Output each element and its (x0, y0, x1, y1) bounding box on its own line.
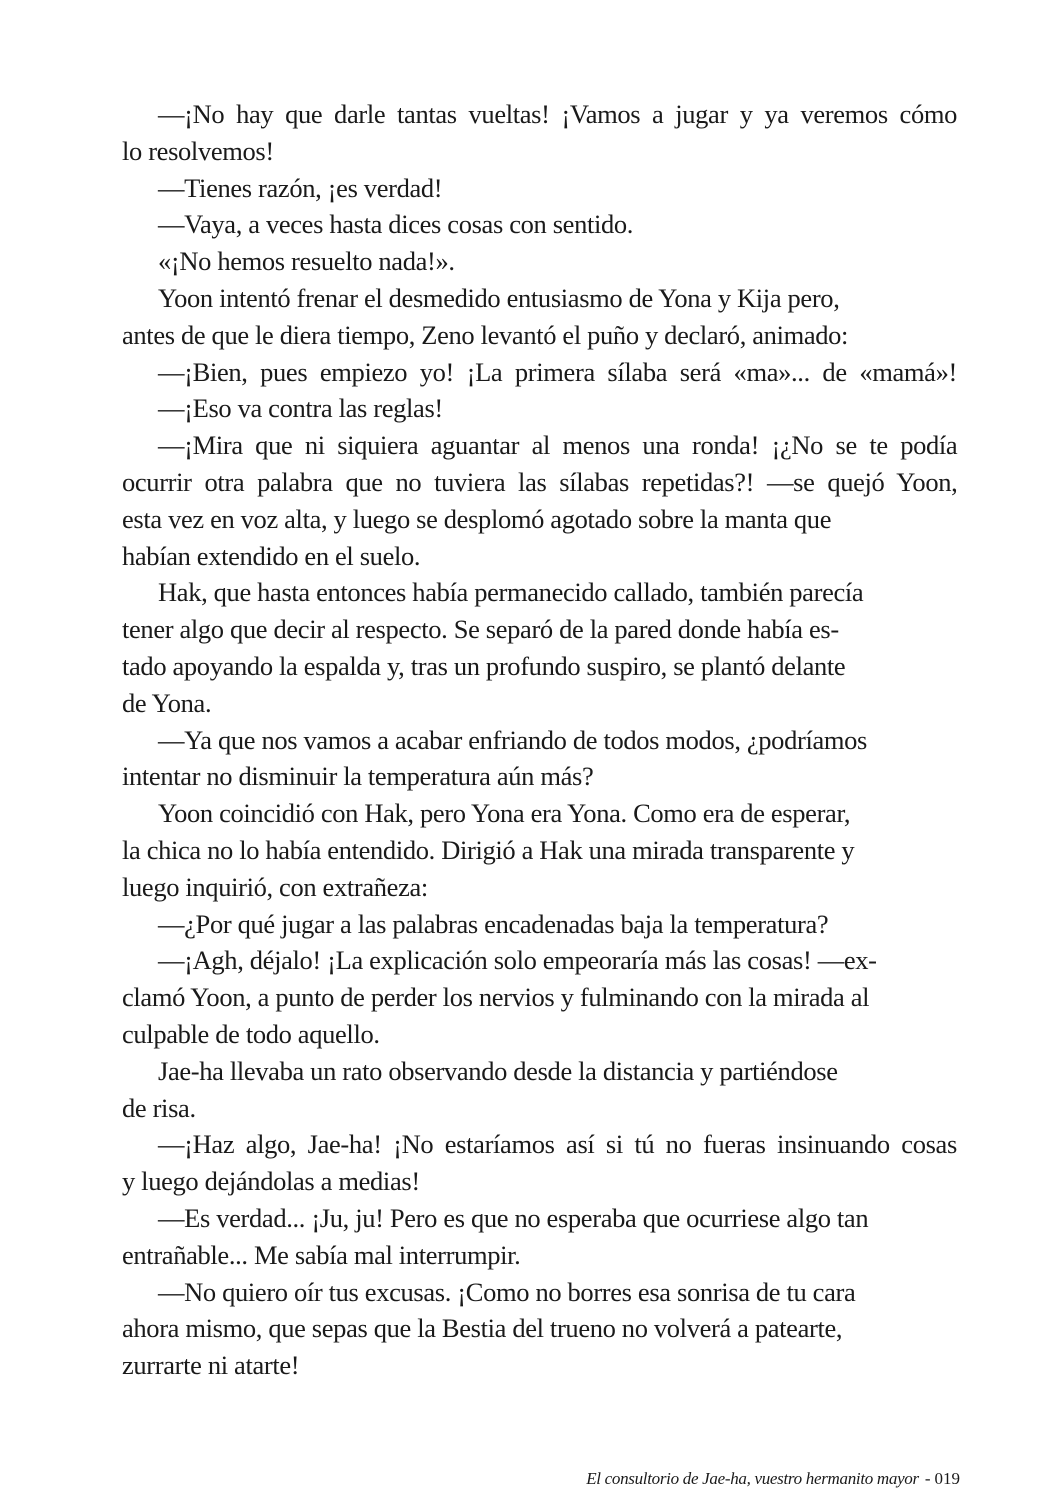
text-line: Hak, que hasta entonces había permanecido callado, también parecía (158, 577, 864, 608)
text-line: antes de que le diera tiempo, Zeno levantó el puño y declaró, animado: (122, 319, 849, 350)
text-line: —¡Mira que ni siquiera aguantar al menos una ronda! ¡¿No se te podía (158, 430, 958, 461)
text-line: clamó Yoon, a punto de perder los nervios y fulminando con la mirada al (122, 982, 870, 1013)
text-line: —¡No hay que darle tantas vueltas! ¡Vamos a jugar y ya veremos cómo (158, 99, 958, 129)
text-line: tado apoyando la espalda y, tras un profundo suspiro, se plantó delante (122, 651, 846, 681)
text-line: ahora mismo, que sepas que la Bestia del trueno no volverá a patearte, (122, 1313, 843, 1344)
text-line: «¡No hemos resuelto nada!». (158, 246, 455, 277)
text-line: —Tienes razón, ¡es verdad! (158, 172, 443, 203)
text-line: lo resolvemos! (122, 135, 274, 166)
text-line: —¡Eso va contra las reglas! (158, 393, 443, 424)
text-line: Jae-ha llevaba un rato observando desde la distancia y partiéndose (158, 1055, 838, 1086)
text-line: de Yona. (122, 687, 212, 718)
text-line: —¿Por qué jugar a las palabras encadenadas baja la temperatura? (158, 908, 829, 939)
text-line: y luego dejándolas a medias! (122, 1166, 420, 1197)
text-line: —No quiero oír tus excusas. ¡Como no borres esa sonrisa de tu cara (158, 1276, 856, 1307)
text-line: intentar no disminuir la temperatura aún más? (122, 761, 594, 792)
footer-separator: - (924, 1469, 931, 1488)
text-line: la chica no lo había entendido. Dirigió a Hak una mirada transparente y (122, 835, 855, 865)
running-title: El consultorio de Jae-ha, vuestro hermanito mayor (586, 1469, 919, 1488)
text-line: —Vaya, a veces hasta dices cosas con sentido. (158, 209, 634, 240)
text-line: habían extendido en el suelo. (122, 540, 421, 571)
text-line: culpable de todo aquello. (122, 1019, 380, 1049)
text-line: Yoon coincidió con Hak, pero Yona era Yona. Como era de esperar, (158, 798, 851, 829)
text-line: Yoon intentó frenar el desmedido entusiasmo de Yona y Kija pero, (158, 283, 840, 313)
text-line: —¡Haz algo, Jae-ha! ¡No estaríamos así si tú no fueras insinuando cosas (158, 1129, 957, 1160)
page-footer (586, 1468, 960, 1490)
page-number: 019 (934, 1469, 960, 1488)
text-line: entrañable... Me sabía mal interrumpir. (122, 1239, 521, 1270)
text-line: —Es verdad... ¡Ju, ju! Pero es que no esperaba que ocurriese algo tan (158, 1203, 869, 1233)
text-line: zurrarte ni atarte! (122, 1350, 300, 1381)
text-line: ocurrir otra palabra que no tuviera las sílabas repetidas?! —se quejó Yoon, (122, 467, 958, 497)
text-line: de risa. (122, 1092, 196, 1123)
text-line: —¡Agh, déjalo! ¡La explicación solo empeoraría más las cosas! —ex- (158, 945, 877, 976)
text-line: luego inquirió, con extrañeza: (122, 871, 428, 902)
text-line: —Ya que nos vamos a acabar enfriando de todos modos, ¿podríamos (158, 724, 868, 755)
text-line: —¡Bien, pues empiezo yo! ¡La primera sílaba será «ma»... de «mamá»! (158, 356, 957, 387)
text-line: tener algo que decir al respecto. Se separó de la pared donde había es- (122, 614, 839, 645)
text-line: esta vez en voz alta, y luego se desplomó agotado sobre la manta que (122, 503, 832, 534)
